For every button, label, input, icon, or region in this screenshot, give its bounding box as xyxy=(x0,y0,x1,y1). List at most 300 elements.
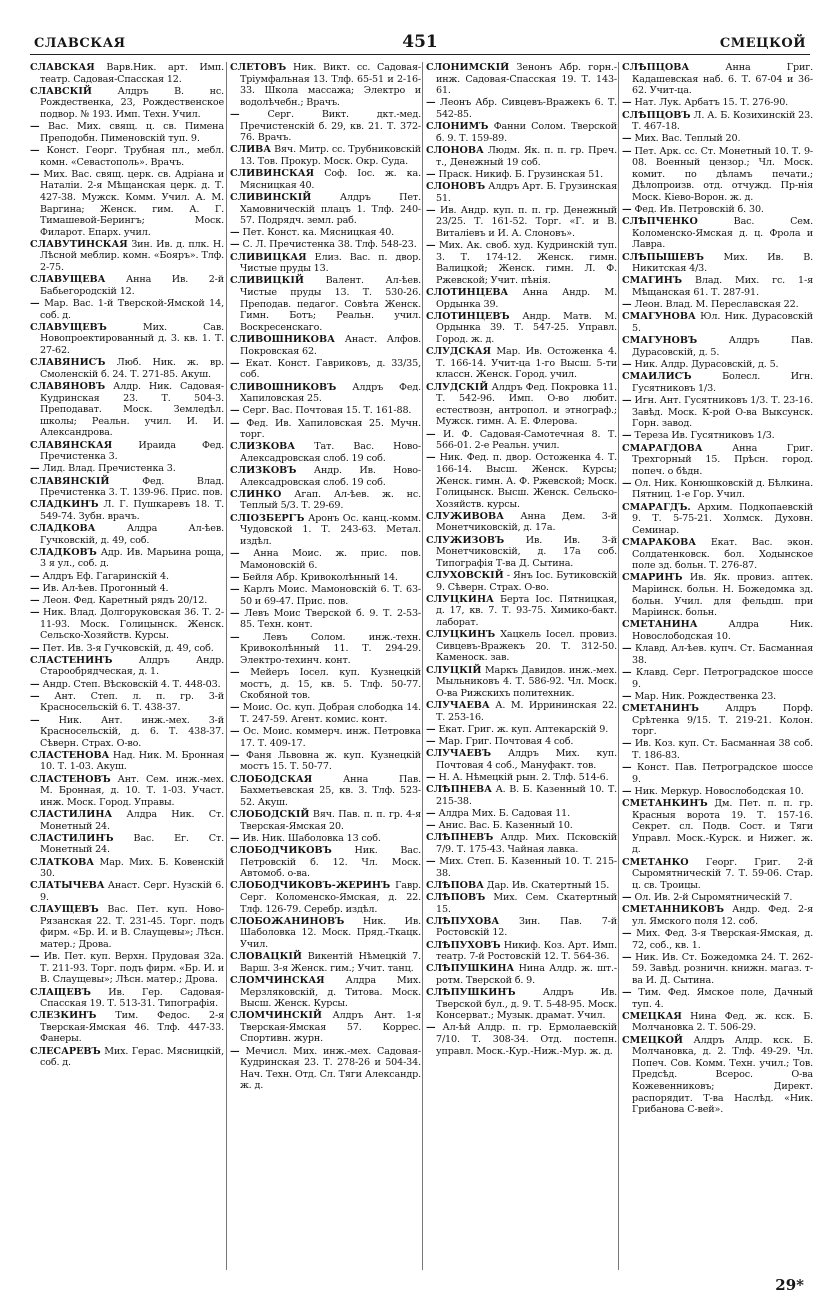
directory-entry xyxy=(622,359,813,371)
column-1 xyxy=(30,62,224,1270)
entry-surname: — xyxy=(622,987,632,999)
entry-details: А. В. Б. Казенный 10. Т. 215-38. xyxy=(436,784,617,807)
entry-surname: — xyxy=(622,204,632,216)
entry-details: Нат. Лук. Арбатъ 15. Т. 276-90. xyxy=(631,97,789,109)
entry-details: Ант. Сем. инж.-мех. М. Бронная, д. 10. Т. 1-03. Участ. инж. Моск. Город. Управы. xyxy=(40,773,224,808)
entry-surname: — xyxy=(426,240,436,252)
entry-surname: СМЕТАННИКОВЪ xyxy=(622,904,725,916)
entry-details: Андр. Ив. Ново-Алексадровская слоб. 19 соб. xyxy=(240,465,421,488)
entry-surname: — xyxy=(622,477,632,489)
entry-details: Ив. Ив. 3-й Монетчиковскій, д. 17а соб. Типографія Т-ва Д. Сытина. xyxy=(436,534,617,569)
directory-entry xyxy=(230,880,421,915)
directory-entry xyxy=(30,1010,224,1045)
entry-surname: СЛАСТИЛИНЪ xyxy=(30,832,114,844)
entry-details: Фаня Львовна ж. куп. Кузнецкій мостъ 15. Т. 50-77. xyxy=(239,749,421,773)
entry-surname: — xyxy=(622,643,632,655)
entry-surname: СЛѢПУХОВЪ xyxy=(426,939,501,951)
directory-columns xyxy=(30,62,813,1270)
entry-details: Алдра Ал-ѣев. Гучковскій, д. 49, соб. xyxy=(40,523,224,546)
entry-details: Алдръ Пет. Хамовническій плацъ 1. Тлф. 240-57. Подрядч. земл. раб. xyxy=(240,191,421,227)
entry-details: Алдръ Ант. 1-я Тверская-Ямская 57. Коррес. Спортивн. журн. xyxy=(240,1010,421,1045)
directory-entry xyxy=(622,667,813,690)
entry-surname: — xyxy=(426,97,436,109)
entry-details: Алдръ Мих. куп. Почтовая 4 соб., Мануфакт. тов. xyxy=(436,748,617,771)
directory-entry xyxy=(622,798,813,856)
entry-details: Хацкель Іосел. провиз. Сивцевъ-Вражекъ 20. Т. 312-50. Каменоск. зав. xyxy=(436,629,617,664)
directory-entry xyxy=(230,227,421,239)
entry-details: Андр. Фед. 2-я ул. Ямского поля 12. соб. xyxy=(632,904,813,927)
directory-entry xyxy=(622,572,813,618)
entry-surname: — xyxy=(622,951,632,963)
entry-surname: СЛѢПУШКИНЪ xyxy=(426,987,516,999)
directory-entry xyxy=(622,478,813,501)
directory-entry xyxy=(30,145,224,168)
entry-details: Мих. Вас. свящ. церк. св. Адріана и Наталіи. 2-я Мѣщанская церк. д. Т. 427-38. Мужск. Комм. Учил. А. М. Варгина; Женск. гим. А. Г. Тимашевой-Берингъ; Моск. Филарот. Епарх. учил. xyxy=(39,168,224,238)
entry-surname: — xyxy=(230,227,240,239)
entry-details: С. Л. Пречистенка 38. Тлф. 548-23. xyxy=(239,239,417,251)
directory-entry xyxy=(230,809,421,832)
entry-surname: — xyxy=(30,463,40,475)
entry-surname: — xyxy=(230,548,240,560)
entry-surname: СЛАДКИНЪ xyxy=(30,499,99,511)
entry-details: Игн. Ант. Гусятниковъ 1/3. Т. 23-16. Завѣд. Моск. К-рой О-ва Выксунск. Горн. завод. xyxy=(631,394,813,430)
entry-surname: — xyxy=(230,702,240,714)
directory-entry xyxy=(30,655,224,678)
directory-entry xyxy=(622,904,813,927)
entry-surname: СЛАВЯНСКАЯ xyxy=(30,439,113,451)
directory-entry xyxy=(30,987,224,1010)
entry-details: Мар. Ив. Остоженка 4. Т. 166-14. Учит-ца 1-го Высш. 5-ти классн. Женск. Город. учил. xyxy=(436,346,617,381)
entry-surname: — xyxy=(426,723,436,735)
entry-surname: СЛѢПОВЪ xyxy=(426,891,486,903)
entry-surname: — xyxy=(30,714,40,726)
entry-details: Маркъ Давидов. инж.-мех. Мыльниковъ 4. Т. 586-92. Чл. Моск. О-ва Рижскихъ политехник. xyxy=(436,664,617,699)
entry-surname: СЛОНОВА xyxy=(426,144,484,156)
directory-entry xyxy=(230,418,421,441)
entry-surname: СЛѢПЦОВА xyxy=(622,62,690,73)
entry-surname: СЛАСТЕНИНЪ xyxy=(30,654,113,666)
running-head-left: СЛАВСКАЯ xyxy=(34,36,126,51)
entry-surname: СМАГУНОВЪ xyxy=(622,335,698,347)
directory-entry xyxy=(622,430,813,442)
entry-surname: СМЕТАНКО xyxy=(622,856,689,868)
entry-details: Ник. Ив. Ст. Божедомка 24. Т. 262-59. Завѣд. розничн. книжн. магаз. т-ва И. Д. Сытина. xyxy=(631,951,813,986)
entry-surname: СЛИВИЦКІЙ xyxy=(230,275,304,287)
directory-entry xyxy=(230,405,421,417)
directory-entry xyxy=(622,987,813,1010)
entry-surname: СЛѢПЫШЕВЪ xyxy=(622,251,704,263)
entry-surname: СМАИЛИСЪ xyxy=(622,371,692,383)
entry-surname: СЛОМЧИНСКІЙ xyxy=(230,1010,322,1022)
entry-details: Ив. Коз. куп. Ст. Басманная 38 соб. Т. 186-83. xyxy=(631,738,813,761)
entry-surname: — xyxy=(230,832,240,844)
entry-surname: СЛУДСКІЙ xyxy=(426,381,489,393)
entry-details: Карлъ Моис. Мамоновскій 6. Т. 63-50 и 69-47. Прис. пов. xyxy=(239,584,421,607)
directory-entry xyxy=(426,856,617,879)
directory-entry xyxy=(230,845,421,880)
directory-entry xyxy=(30,381,224,439)
entry-surname: СЛУЧАЕВЪ xyxy=(426,748,492,760)
entry-details: Ос. Моис. коммерч. инж. Петровка 17. Т. 409-17. xyxy=(239,726,421,749)
entry-surname: СМЕТАНИНА xyxy=(622,619,698,631)
directory-entry xyxy=(230,833,421,845)
directory-entry xyxy=(30,880,224,903)
directory-entry xyxy=(622,892,813,904)
entry-details: Анна Григ. Кадашевская наб. 6. Т. 67-04 и 36-62. Учит-ца. xyxy=(632,62,813,97)
directory-entry xyxy=(230,750,421,773)
entry-surname: СМАРАГДОВА xyxy=(622,442,703,454)
entry-surname: — xyxy=(622,133,632,145)
directory-entry xyxy=(622,204,813,216)
directory-entry xyxy=(30,86,224,121)
entry-surname: — xyxy=(30,168,40,180)
directory-entry xyxy=(30,463,224,475)
entry-details: Ив. Пет. куп. Верхн. Прудовая 32а. Т. 211-93. Торг. подъ фирм. «Бр. И. и В. Слаущевы»; Лѣсн. матер.; Дрова. xyxy=(39,951,224,986)
entry-surname: СМАРИНЪ xyxy=(622,572,683,584)
entry-surname: СЛУЦКИНЪ xyxy=(426,629,496,641)
entry-details: Ник. Фед. п. двор. Остоженка 4. Т. 166-14. Высш. Женск. Курсы; Женск. гимн. А. Ф. Ржевской; Моск. Голицынск. Высш. Женск. Сельско-Хозяйств. курсы. xyxy=(435,452,617,510)
entry-surname: СЛАВСКІЙ xyxy=(30,85,92,97)
entry-details: Серг. Вас. Почтовая 15. Т. 161-88. xyxy=(239,405,412,417)
entry-details: Влад. Мих. гс. 1-я Мѣщанская 61. Т. 287-91. xyxy=(632,275,813,299)
entry-details: Ник. Викт. сс. Садовая-Тріумфальная 13. Тлф. 65-51 и 2-16-33. Школа массажа; Электро и водолѣчебн.; Врачъ. xyxy=(240,62,421,108)
directory-entry xyxy=(426,311,617,346)
directory-entry xyxy=(426,892,617,915)
entry-surname: СМЕЦКАЯ xyxy=(622,1010,682,1022)
entry-surname: СЛЕТОВЪ xyxy=(230,62,287,73)
directory-entry xyxy=(230,951,421,974)
directory-entry xyxy=(30,1046,224,1069)
directory-entry xyxy=(426,594,617,629)
entry-details: Ник. Вас. Петровскій б. 12. Чл. Моск. Автомоб. о-ва. xyxy=(240,845,421,880)
directory-entry xyxy=(426,97,617,120)
directory-entry xyxy=(622,133,813,145)
entry-surname: — xyxy=(230,239,240,251)
directory-entry xyxy=(30,239,224,274)
entry-details: Ник. Ант. инж.-мех. 3-й Красносельскій, д. 6. Т. 438-37. Сѣверн. Страх. О-во. xyxy=(39,714,224,749)
entry-surname: — xyxy=(230,108,240,120)
entry-surname: СЛЕСАРЕВЪ xyxy=(30,1045,101,1057)
entry-details: Алдръ В. нс. Рождественка, 23, Рождественское подвор. № 193. Имп. Техн. Учил. xyxy=(40,85,224,120)
entry-surname: — xyxy=(622,97,632,109)
entry-surname: СЛАСТИЛИНА xyxy=(30,809,113,821)
directory-entry xyxy=(622,537,813,572)
entry-details: Алдр. Ник. Садовая-Кудринская 23. Т. 504-3. Преподават. Моск. Земледѣл. школы; Реальн. учил. И. И. Александрова. xyxy=(40,380,224,439)
directory-entry xyxy=(30,476,224,499)
entry-surname: СЛАВУТИНСКАЯ xyxy=(30,238,128,250)
entry-details: Тат. Вас. Ново-Алексадровская слоб. 19 соб. xyxy=(240,441,421,464)
entry-details: Берта Іос. Пятницкая, д. 17, кв. 7. Т. 93-75. Химико-бакт. лаборат. xyxy=(436,593,617,628)
entry-surname: СЛАВЯНСКІЙ xyxy=(30,475,110,487)
entry-details: Гавр. Серг. Коломенско-Ямская, д. 22. Тлф. 126-79. Серебр. издѣл. xyxy=(240,880,421,915)
directory-entry xyxy=(30,322,224,357)
directory-entry xyxy=(622,643,813,666)
entry-surname: СЛИЗКОВЪ xyxy=(230,465,297,477)
entry-details: Архим. Подкопаевскій 9. Т. 5-75-21. Холмск. Духовн. Семинар. xyxy=(632,501,813,536)
directory-entry xyxy=(230,726,421,749)
entry-surname: — xyxy=(30,642,40,654)
entry-surname: СЛОБОДЧИКОВЪ-ЖЕРИНЪ xyxy=(230,880,391,892)
directory-entry xyxy=(30,679,224,691)
entry-details: Андр. Матв. М. Ордынка 39. Т. 547-25. Управл. Город. ж. д. xyxy=(436,310,617,345)
entry-details: Валент. Ал-ѣев. Чистые пруды 13. Т. 530-26. Преподав. педагог. Совѣта Женск. Гимн. Ботъ; Реальн. учил. Воскресенскаго. xyxy=(240,275,421,333)
entry-surname: — xyxy=(230,726,240,738)
entry-details: Мих. Сав. Новопроектированный д. 3. кв. 1. Т. 27-62. xyxy=(40,321,224,356)
directory-entry xyxy=(230,168,421,191)
entry-surname: СЛАТКОВА xyxy=(30,856,95,868)
entry-surname: СЛОНОВЪ xyxy=(426,180,486,192)
entry-surname: — xyxy=(426,204,436,216)
entry-details: Мечисл. Мих. инж.-мех. Садовая-Кудринская 23. Т. 278-26 и 504-34. Нач. Техн. Отд. Сл. Тяги Александр. ж. д. xyxy=(239,1045,421,1092)
entry-details: Зин. Пав. 7-й Ростовскій 12. xyxy=(436,915,617,939)
entry-surname: — xyxy=(30,595,40,606)
entry-surname: — xyxy=(426,735,436,747)
entry-surname: — xyxy=(30,570,40,582)
entry-surname: — xyxy=(30,121,40,133)
directory-entry xyxy=(622,110,813,133)
entry-details: Вяч. Пав. п. п. гр. 4-я Тверская-Ямская 20. xyxy=(240,809,421,832)
entry-surname: — xyxy=(622,891,632,903)
directory-entry xyxy=(30,595,224,607)
entry-surname: СЛОБОДСКАЯ xyxy=(230,773,313,785)
page-number: 451 xyxy=(402,32,438,52)
entry-surname: — xyxy=(230,607,240,619)
entry-surname: СМАРАГДЪ. xyxy=(622,501,691,513)
entry-details: Зенонъ Абр. горн.-инж. Садовая-Спасская 19. Т. 143-61. xyxy=(436,62,617,97)
entry-details: Алдръ Фед. Хапиловская 25. xyxy=(240,381,421,405)
entry-details: Аронъ Ос. канц.-комм. Чудовской 1. Т. 243-63. Метал. издѣл. xyxy=(240,512,421,547)
entry-surname: — xyxy=(622,927,632,939)
entry-surname: СЛОБОДСКІЙ xyxy=(230,809,310,821)
entry-surname: СЛИНКО xyxy=(230,488,282,500)
directory-entry xyxy=(426,346,617,381)
entry-surname: СЛАВЯНОВЪ xyxy=(30,380,106,392)
entry-surname: СЛИВОШНИКОВА xyxy=(230,334,335,345)
directory-entry xyxy=(622,857,813,892)
directory-entry xyxy=(30,904,224,950)
entry-details: Левъ Солом. инж.-техн. Кривоколѣнный 11. Т. 294-29. Электро-техинч. конт. xyxy=(239,631,421,666)
entry-details: Варв.Ник. арт. Имп. театр. Садовая-Спасская 12. xyxy=(40,62,224,85)
entry-surname: — xyxy=(426,856,436,867)
directory-entry xyxy=(622,1035,813,1116)
directory-entry xyxy=(230,252,421,275)
entry-surname: СЛОТИНЦЕВЪ xyxy=(426,310,510,322)
entry-surname: СЛАДКОВА xyxy=(30,523,96,535)
entry-details: Л. Г. Пушкаревъ 18. Т. 549-74. Зубн. врачъ. xyxy=(40,499,224,522)
entry-details: Алдръ Пав. Дурасовскій, д. 5. xyxy=(632,335,813,358)
directory-entry xyxy=(426,700,617,723)
entry-details: Анна Дем. 3-й Монетчиковскій, д. 17а. xyxy=(436,510,617,534)
entry-surname: — xyxy=(426,428,436,440)
directory-entry xyxy=(230,358,421,381)
entry-surname: — xyxy=(230,666,240,678)
entry-surname: СЛОНИМСКІЙ xyxy=(426,62,510,73)
directory-entry xyxy=(230,513,421,548)
entry-details: Мар. Ник. Рождественка 23. xyxy=(631,690,777,702)
directory-entry xyxy=(230,584,421,607)
entry-surname: СЛИВА xyxy=(230,144,272,156)
entry-details: Юл. Ник. Дурасовскій 5. xyxy=(632,311,813,334)
entry-surname: СЛАВЯНИСЪ xyxy=(30,357,106,369)
entry-details: Екат. Вас. экон. Солдатенковск. бол. Ходынское поле зд. больн. Т. 276-87. xyxy=(632,537,813,572)
directory-entry xyxy=(426,169,617,181)
directory-entry xyxy=(30,715,224,750)
entry-surname: СЛУХОВСКІЙ xyxy=(426,570,504,582)
entry-surname: — xyxy=(426,771,436,783)
directory-entry xyxy=(622,703,813,738)
entry-surname: — xyxy=(622,785,632,797)
directory-entry xyxy=(622,395,813,430)
entry-details: Андр. Степ. Вѣсковскій 4. Т. 448-03. xyxy=(39,678,221,690)
entry-surname: СЛИВИНСКІЙ xyxy=(230,191,312,203)
directory-entry xyxy=(426,748,617,771)
entry-surname: СЛѢПУШКИНА xyxy=(426,963,515,975)
entry-details: Вас. Пет. куп. Ново-Рязанская 22. Т. 231-45. Торг. подъ фирм. «Бр. И. и В. Слаущевы»; Лѣсн. матер.; Дрова. xyxy=(40,904,224,950)
directory-entry xyxy=(622,371,813,394)
entry-details: Праск. Никиф. Б. Грузинская 51. xyxy=(435,168,604,180)
directory-entry xyxy=(622,335,813,358)
entry-details: Дар. Ив. Скатертный 15. xyxy=(483,879,610,891)
directory-entry xyxy=(622,1011,813,1034)
directory-entry xyxy=(426,963,617,986)
directory-entry xyxy=(426,916,617,939)
entry-details: Алдръ Арт. Б. Грузинская 51. xyxy=(436,180,617,204)
directory-entry xyxy=(426,429,617,452)
directory-entry xyxy=(426,820,617,832)
entry-surname: СЛУЦКІЙ xyxy=(426,664,482,676)
entry-surname: СЛАУЩЕВЪ xyxy=(30,904,99,916)
directory-entry xyxy=(622,275,813,298)
entry-details: Леон. Влад. М. Переславская 22. xyxy=(631,299,799,311)
directory-entry xyxy=(426,62,617,97)
entry-surname: СМАРАКОВА xyxy=(622,537,697,549)
directory-entry xyxy=(426,832,617,855)
directory-entry xyxy=(426,772,617,784)
directory-entry xyxy=(30,357,224,380)
entry-details: Ив. Ник. Шаболовка 13 соб. xyxy=(239,832,381,844)
entry-surname: СЛѢПНЕВЪ xyxy=(426,832,494,844)
directory-entry xyxy=(622,786,813,798)
directory-entry xyxy=(426,784,617,807)
directory-entry xyxy=(230,489,421,512)
entry-surname: СЛОТИНЦЕВА xyxy=(426,287,509,299)
entry-details: Анна Григ. Трехгорный 15. Прѣсн. город. попеч. о бѣдн. xyxy=(632,442,813,477)
entry-surname: СМАГИНЪ xyxy=(622,275,682,287)
entry-surname: — xyxy=(622,299,632,311)
entry-details: Фанни Солом. Тверской б. 9. Т. 159-89. xyxy=(436,121,617,144)
directory-entry xyxy=(622,619,813,642)
entry-details: Болесл. Игн. Гусятниковъ 1/3. xyxy=(632,371,813,394)
entry-surname: — xyxy=(30,298,40,310)
directory-entry xyxy=(426,145,617,168)
directory-entry xyxy=(230,441,421,464)
directory-entry xyxy=(30,169,224,239)
entry-details: Ираида Фед. Пречистенка 3. xyxy=(40,439,224,463)
directory-entry xyxy=(230,1010,421,1045)
entry-details: И. Ф. Садовая-Самотечная 8. Т. 566-01. 2-е Реальн. учил. xyxy=(435,428,617,452)
directory-entry xyxy=(622,738,813,761)
entry-surname: СМАГУНОВА xyxy=(622,311,696,323)
entry-surname: СЛУЖИВОВА xyxy=(426,510,504,522)
directory-entry xyxy=(30,547,224,570)
entry-details: Георг. Григ. 2-й Сыромятническій 7. Т. 59-06. Стар. ц. св. Троицы. xyxy=(632,856,813,891)
entry-details: Анис. Вас. Б. Казенный 10. xyxy=(435,820,573,832)
directory-entry xyxy=(30,691,224,714)
entry-details: Ив. Гер. Садовая-Спасская 19. Т. 513-31. Типографія. xyxy=(40,986,224,1010)
directory-entry xyxy=(230,239,421,251)
entry-details: Пет. Арк. сс. Ст. Монетный 10. Т. 9-08. Военный цензор.; Чл. Моск. комит. по дѣламъ печати.; Дѣлопроизв. отд. отчужд. Пр-нія Моск. Кіево-Ворон. ж. д. xyxy=(631,145,813,203)
directory-entry xyxy=(230,632,421,667)
entry-details: Ник. Ив. Шаболовка 12. Моск. Пряд.-Ткацк. Учил. xyxy=(240,915,421,950)
directory-entry xyxy=(426,629,617,664)
entry-surname: СЛИВИЦКАЯ xyxy=(230,251,307,263)
entry-details: Анаст. Серг. Нузскій 6. 9. xyxy=(40,880,224,903)
entry-surname: — xyxy=(230,749,240,761)
entry-details: Ант. Степ. л. п. гр. 3-й Красносельскій 6. Т. 438-37. xyxy=(39,690,224,714)
entry-surname: СЛОБОЖАНИНОВЪ xyxy=(230,915,345,927)
entry-surname: — xyxy=(230,571,240,583)
entry-details: Фед. Ив. Петровскій б. 30. xyxy=(631,204,764,216)
entry-details: Лид. Влад. Пречистенка 3. xyxy=(39,463,176,475)
column-3 xyxy=(422,62,617,1270)
entry-surname: СЛІОЗБЕРГЪ xyxy=(230,512,305,524)
entry-surname: — xyxy=(426,807,436,819)
entry-details: Викентій Нѣмецкій 7. Варш. 3-я Женск. гим.; Учит. танц. xyxy=(240,951,421,974)
entry-details: Мих. Степ. Б. Казенный 10. Т. 215-38. xyxy=(435,856,617,879)
entry-details: Анна Андр. М. Ордынка 39. xyxy=(436,287,617,310)
entry-details: Клавд. Серг. Петроградское шоссе 9. xyxy=(631,666,813,690)
entry-details: Нина Фед. ж. кск. Б. Молчановка 2. Т. 506-29. xyxy=(632,1010,813,1034)
entry-details: Екат. Григ. ж. куп. Аптекарскій 9. xyxy=(435,723,609,735)
entry-details: Ив. Ал-ѣев. Прогонный 4. xyxy=(39,582,169,594)
entry-surname: СЛѢПЦОВЪ xyxy=(622,109,691,121)
entry-details: Алдра Мих. Мерзляковскій, д. Титова. Моск. Высш. Женск. Курсы. xyxy=(240,974,421,1010)
entry-details: Ив. Як. провиз. аптек. Маріинск. больн. Н. Божедомка зд. больн. Учил. для фельдш. при Маріинск. больн. xyxy=(632,572,813,619)
entry-details: Агап. Ал-ѣев. ж. нс. Теплый 5/3. Т. 29-69. xyxy=(240,488,421,512)
directory-entry xyxy=(30,121,224,144)
entry-surname: СЛУДСКАЯ xyxy=(426,346,492,358)
entry-surname: — xyxy=(230,631,240,643)
directory-entry xyxy=(622,762,813,785)
entry-surname: СЛОБОДЧИКОВЪ xyxy=(230,845,332,856)
entry-details: Н. А. Нѣмецкій рын. 2. Тлф. 514-6. xyxy=(435,771,609,783)
entry-details: Вас. Мих. свящ. ц. св. Пимена Преподобн. Пименовскій туп. 9. xyxy=(39,121,224,144)
entry-surname: — xyxy=(230,584,240,595)
directory-entry xyxy=(30,583,224,595)
entry-surname: СЛУЖИЗОВЪ xyxy=(426,534,505,546)
entry-details: Людм. Як. п. п. гр. Преч. т., Денежный 19 соб. xyxy=(436,144,617,168)
entry-surname: СЛИВИНСКАЯ xyxy=(230,168,315,180)
entry-surname: — xyxy=(622,690,632,702)
directory-entry xyxy=(230,608,421,631)
entry-surname: СЛОНИМЪ xyxy=(426,121,489,133)
entry-details: Алдра Ник. Ст. Монетный 24. xyxy=(40,809,224,832)
directory-entry xyxy=(30,571,224,583)
directory-entry xyxy=(30,809,224,832)
entry-details: Серг. Викт. дкт.-мед. Пречистенскій б. 29, кв. 21. Т. 372-76. Врачъ. xyxy=(239,108,421,144)
directory-entry xyxy=(426,665,617,700)
directory-entry xyxy=(426,535,617,570)
directory-entry xyxy=(230,144,421,167)
directory-entry xyxy=(230,382,421,405)
entry-surname: — xyxy=(426,168,436,180)
directory-entry xyxy=(30,274,224,297)
entry-surname: СЛЕЗКИНЪ xyxy=(30,1010,97,1022)
entry-surname: СЛѢПНЕВА xyxy=(426,784,492,796)
directory-entry xyxy=(30,750,224,773)
entry-surname: — xyxy=(30,678,40,690)
entry-details: Вас. Сем. Коломенско-Ямская д. ц. Фрола и Лавра. xyxy=(632,216,813,251)
